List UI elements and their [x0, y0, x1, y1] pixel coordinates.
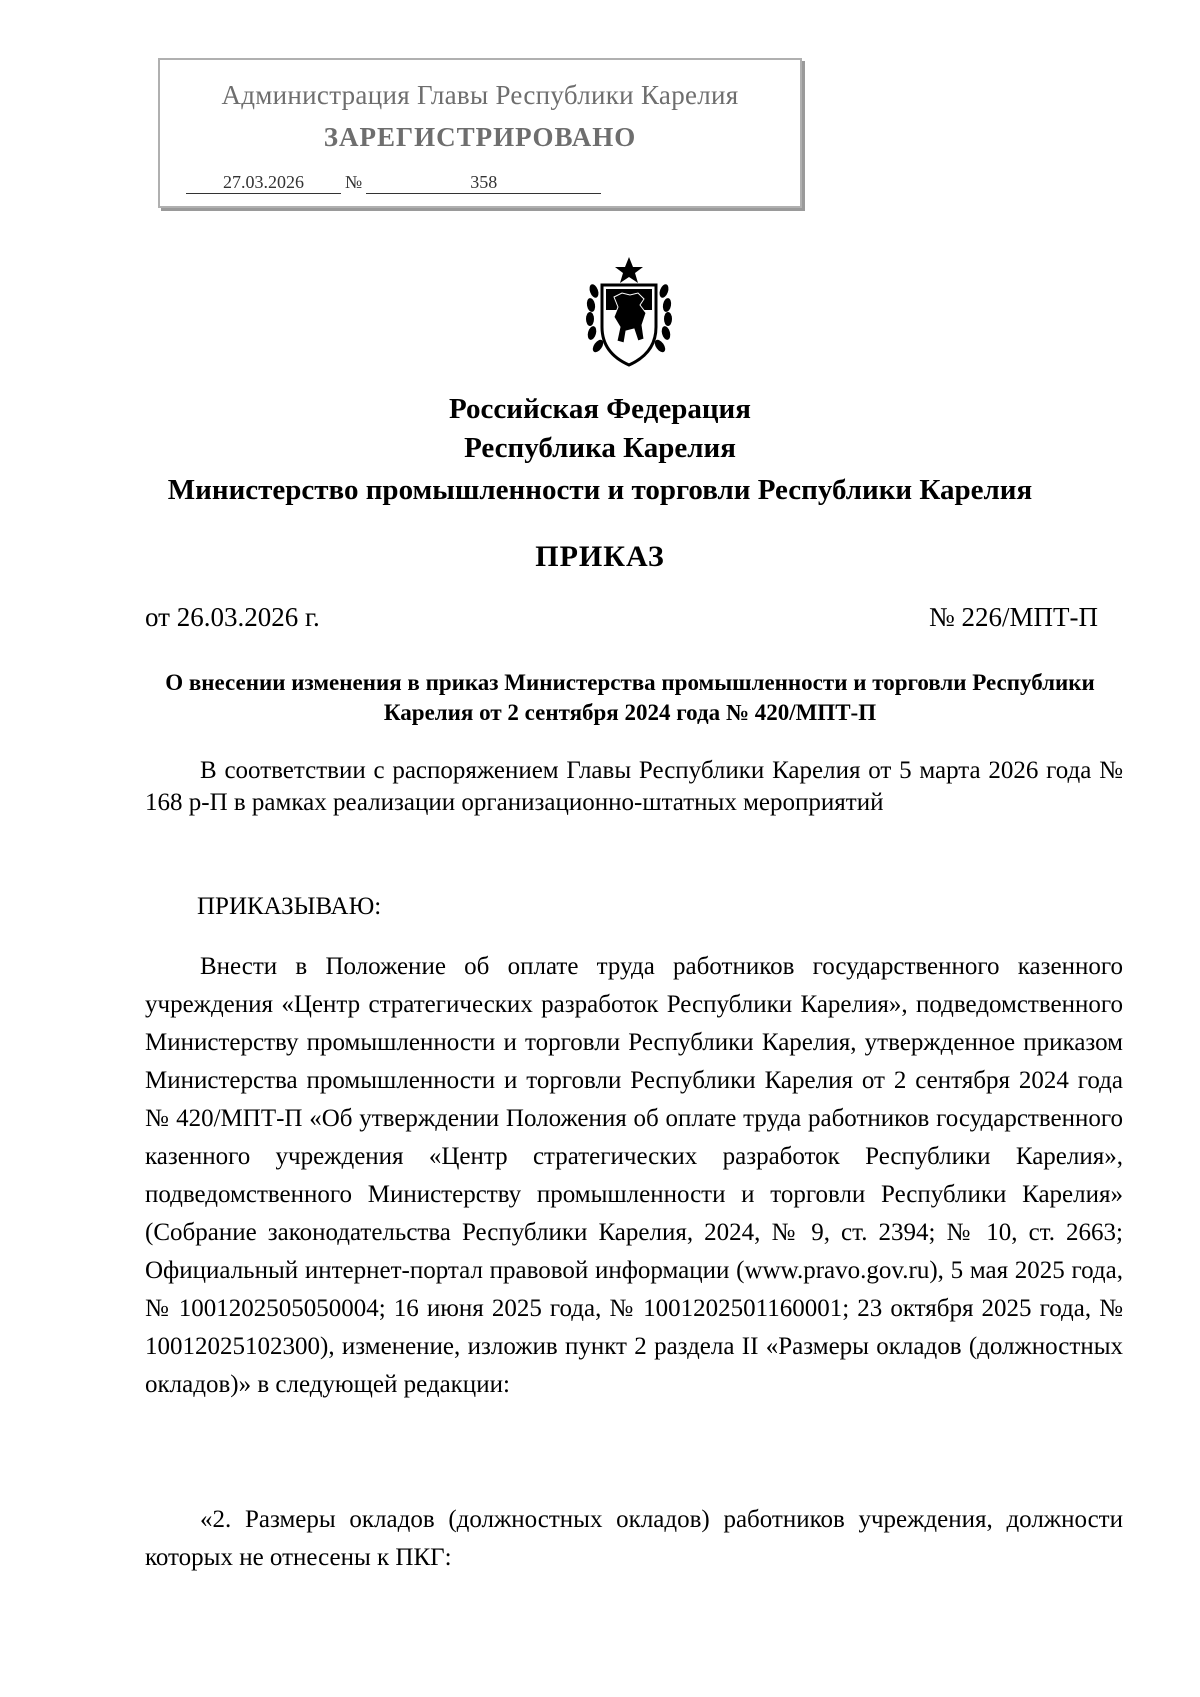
stamp-number-sign: №: [345, 172, 363, 192]
main-paragraph: Внести в Положение об оплате труда работников государственного казенного учреждения «Центр стратегических разработок Республики Карелия», подведомственного Министерству промышленности и торговли Республики Карелия, утвержденное приказом Министерства промышленности и торговли Республики Карелия от 2 сентября 2024 года № 420/МПТ-П «Об утверждении Положения об оплате труда работников государственного казенного учреждения «Центр стратегических разработок Республики Карелия», подведомственного Министерству промышленности и торговли Республики Карелия» (Собрание законодательства Республики Карелия, 2024, № 9, ст. 2394; № 10, ст. 2663; Официальный интернет-портал правовой информации (www.pravo.gov.ru), 5 мая 2025 года, № 1001202505050004; 16 июня 2025 года, № 1001202501160001; 23 октября 2025 года, № 10012025102300), изменение, изложив пункт 2 раздела II «Размеры окладов (должностных окладов)» в следующей редакции:: [145, 953, 1123, 1398]
directive-paragraph: ПРИКАЗЫВАЮ:: [197, 893, 382, 920]
ministry-heading: Министерство промышленности и торговли Республики Карелия: [167, 474, 1033, 506]
order-date: от 26.03.2026 г.: [145, 602, 320, 632]
quote-paragraph: «2. Размеры окладов (должностных окладов) работников учреждения, должности которых не отнесены к ПКГ:: [145, 1506, 1123, 1571]
stamp-status: ЗАРЕГИСТРИРОВАНО: [323, 122, 637, 152]
stamp-organization: Администрация Главы Республики Карелия: [221, 80, 739, 110]
country-heading: Российская Федерация: [449, 393, 751, 425]
stamp-number: 358: [366, 172, 601, 194]
coat-of-arms-icon: [584, 255, 674, 371]
order-number: № 226/МПТ-П: [928, 602, 1098, 632]
preamble-paragraph: В соответствии с распоряжением Главы Республики Карелия от 5 марта 2026 года № 168 р-П в рамках реализации организационно-штатных мероприятий: [145, 757, 1123, 816]
stamp-registration-line: [186, 172, 601, 194]
stamp-date: 27.03.2026: [186, 172, 341, 194]
registration-stamp: [158, 58, 802, 208]
document-type: ПРИКАЗ: [535, 540, 665, 573]
region-heading: Республика Карелия: [464, 432, 736, 464]
order-title: О внесении изменения в приказ Министерства промышленности и торговли Республики Карелия от 2 сентября 2024 года № 420/МПТ-П: [165, 670, 1095, 725]
